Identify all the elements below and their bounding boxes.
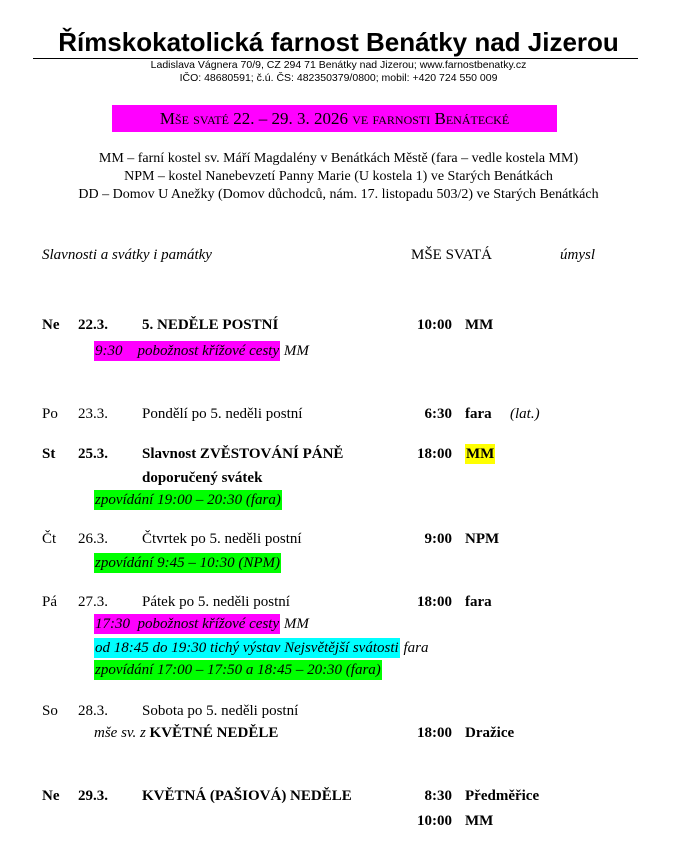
place-sun29: Předměřice bbox=[465, 788, 540, 804]
note-fri27-adoration bbox=[94, 638, 428, 658]
name-mon23: Pondělí po 5. neděli postní bbox=[142, 406, 303, 422]
date-mon23: 23.3. bbox=[78, 406, 108, 422]
time-sun22: 10:00 bbox=[417, 317, 452, 333]
day-sun22: Ne bbox=[42, 317, 60, 333]
day-fri27: Pá bbox=[42, 594, 57, 610]
note-fri27-adoration-rest: fara bbox=[399, 640, 429, 656]
sub-sat28-bold: KVĚTNÉ NEDĚLE bbox=[149, 725, 279, 741]
name-sun29: KVĚTNÁ (PAŠIOVÁ) NEDĚLE bbox=[142, 788, 352, 804]
name-sat28: Sobota po 5. neděli postní bbox=[142, 703, 299, 719]
time2-sun29: 10:00 bbox=[417, 813, 452, 829]
column-mass: MŠE SVATÁ bbox=[411, 247, 492, 263]
time-mon23: 6:30 bbox=[424, 406, 452, 422]
legend-dd: DD – Domov U Anežky (Domov důchodců, nám. 17. listopadu 503/2) ve Starých Benátkách bbox=[78, 187, 599, 202]
column-intention: úmysl bbox=[560, 247, 595, 263]
legend-npm: NPM – kostel Nanebevzetí Panny Marie (U kostela 1) ve Starých Benátkách bbox=[124, 169, 553, 184]
time-thu26: 9:00 bbox=[424, 531, 452, 547]
place-thu26: NPM bbox=[465, 531, 500, 547]
day-wed25: St bbox=[42, 446, 56, 462]
note-thu26 bbox=[94, 553, 281, 573]
column-feasts: Slavnosti a svátky i památky bbox=[42, 247, 212, 263]
day-sun29: Ne bbox=[42, 788, 60, 804]
time-wed25: 18:00 bbox=[417, 446, 452, 462]
note-fri27-cross-rest: MM bbox=[280, 616, 309, 632]
date-sun22: 22.3. bbox=[78, 317, 108, 333]
note-wed25-highlight: zpovídání 19:00 – 20:30 (fara) bbox=[95, 492, 281, 508]
note-sun22-highlight: 9:30 pobožnost křížové cesty bbox=[95, 343, 280, 359]
note-sun22-rest: MM bbox=[280, 343, 309, 359]
note-fri27-cross-highlight: 17:30 pobožnost křížové cesty bbox=[95, 616, 280, 632]
name-sun22: 5. NEDĚLE POSTNÍ bbox=[142, 317, 279, 333]
place-sun22: MM bbox=[465, 317, 494, 333]
schedule-banner: Mše svaté 22. – 29. 3. 2026 ve farnosti Benátecké bbox=[112, 105, 557, 132]
place-fri27: fara bbox=[465, 594, 492, 610]
note-wed25 bbox=[94, 490, 282, 510]
place-mon23: fara bbox=[465, 406, 492, 422]
date-wed25: 25.3. bbox=[78, 446, 108, 462]
name-fri27: Pátek po 5. neděli postní bbox=[142, 594, 290, 610]
name-wed25: Slavnost ZVĚSTOVÁNÍ PÁNĚ bbox=[142, 446, 344, 462]
time-sun29: 8:30 bbox=[424, 788, 452, 804]
note-thu26-highlight: zpovídání 9:45 – 10:30 (NPM) bbox=[95, 555, 280, 571]
time-sat28: 18:00 bbox=[417, 725, 452, 741]
date-thu26: 26.3. bbox=[78, 531, 108, 547]
day-mon23: Po bbox=[42, 406, 58, 422]
note-fri27-confession-highlight: zpovídání 17:00 – 17:50 a 18:45 – 20:30 (fara) bbox=[95, 662, 381, 678]
place-wed25 bbox=[465, 444, 495, 464]
parish-ids: IČO: 48680591; č.ú. ČS: 482350379/0800; mobil: +420 724 550 009 bbox=[179, 72, 498, 84]
note-mon23: (lat.) bbox=[510, 406, 540, 422]
parish-address: Ladislava Vágnera 70/9, CZ 294 71 Benátky nad Jizerou; www.farnostbenatky.cz bbox=[150, 59, 527, 71]
note-fri27-adoration-highlight: od 18:45 do 19:30 tichý výstav Nejsvětější svátosti bbox=[95, 640, 399, 656]
place-wed25-highlight: MM bbox=[466, 446, 495, 462]
date-sat28: 28.3. bbox=[78, 703, 108, 719]
time-fri27: 18:00 bbox=[417, 594, 452, 610]
name-thu26: Čtvrtek po 5. neděli postní bbox=[142, 531, 302, 547]
name2-wed25: doporučený svátek bbox=[142, 470, 263, 486]
parish-title: Římskokatolická farnost Benátky nad Jizerou bbox=[58, 27, 619, 57]
sub-sat28 bbox=[94, 723, 278, 743]
date-sun29: 29.3. bbox=[78, 788, 108, 804]
legend-mm: MM – farní kostel sv. Máří Magdalény v Benátkách Městě (fara – vedle kostela MM) bbox=[98, 151, 579, 166]
day-sat28: So bbox=[42, 703, 58, 719]
date-fri27: 27.3. bbox=[78, 594, 108, 610]
note-fri27-cross bbox=[94, 614, 309, 634]
sub-sat28-italic: mše sv. z bbox=[94, 725, 146, 741]
note-fri27-confession bbox=[94, 660, 382, 680]
day-thu26: Čt bbox=[42, 531, 57, 547]
place-sat28: Dražice bbox=[465, 725, 515, 741]
place2-sun29: MM bbox=[465, 813, 494, 829]
note-sun22 bbox=[94, 341, 309, 361]
